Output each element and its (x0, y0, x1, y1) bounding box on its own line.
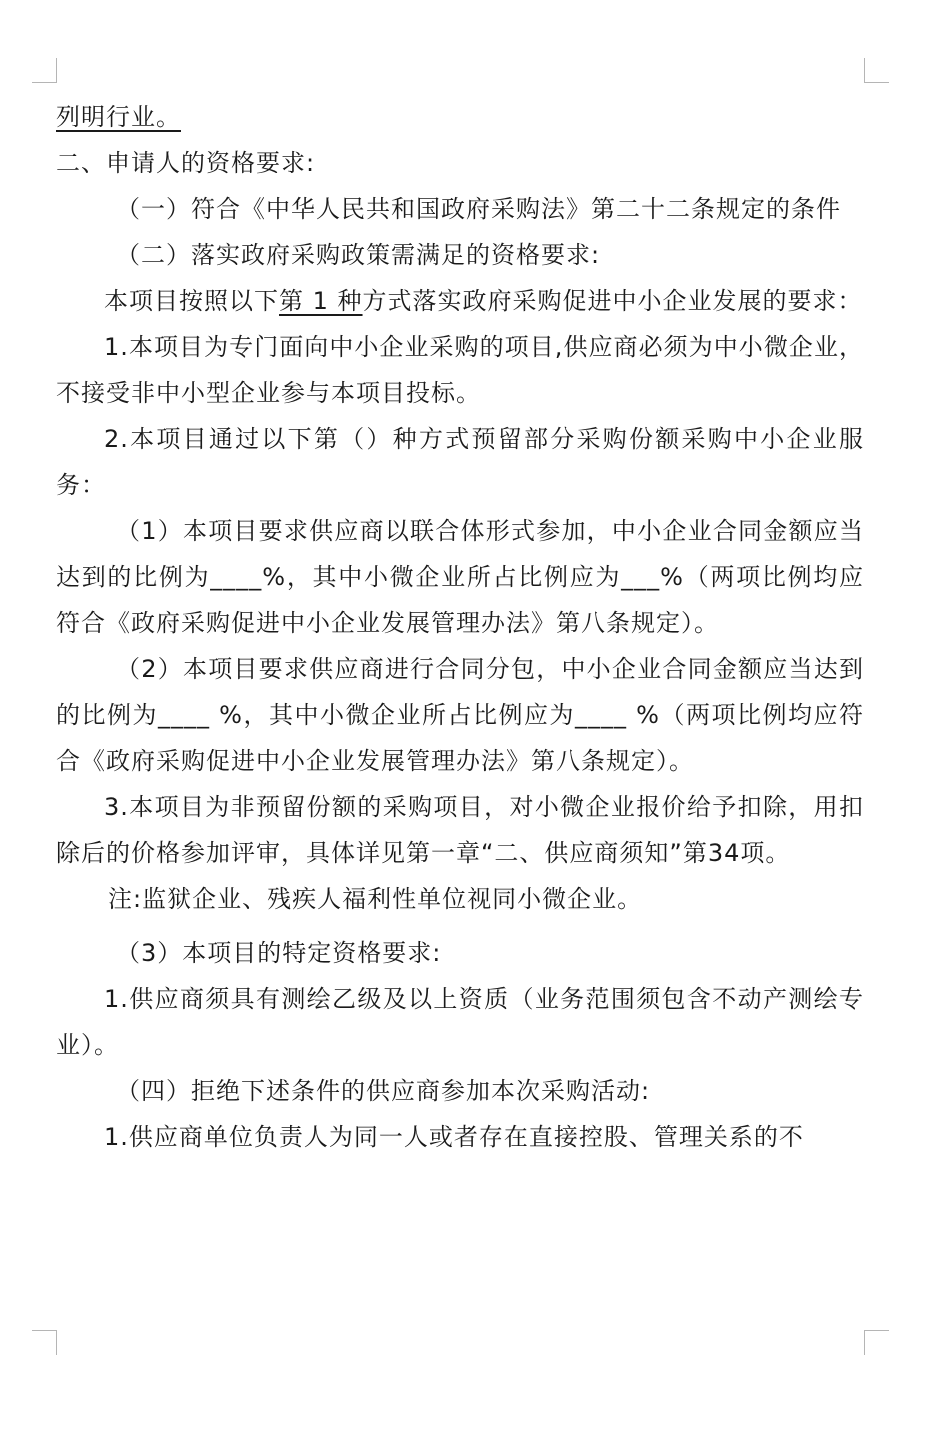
rule-1: 1.本项目为专门面向中小企业采购的项目,供应商必须为中小微企业，不接受非中小型企业参与本项目投标。 (56, 333, 864, 407)
item-3: （3）本项目的特定资格要求: (116, 939, 442, 967)
continuation-line (56, 94, 864, 140)
rule-3: 3.本项目为非预留份额的采购项目，对小微企业报价给予扣除，用扣除后的价格参加评审，具体详见第一章“二、供应商须知”第34项。 (56, 793, 864, 867)
section-heading-2: 二、申请人的资格要求: (56, 149, 316, 177)
item-2: （二）落实政府采购政策需满足的资格要求: (116, 241, 601, 269)
crop-mark-top-right (864, 58, 889, 83)
crop-mark-bottom-left (32, 1330, 57, 1355)
item-4: （四）拒绝下述条件的供应商参加本次采购活动: (116, 1077, 651, 1105)
sub-item-2: （2）本项目要求供应商进行合同分包，中小企业合同金额应当达到的比例为____ %，其中小微企业所占比例应为____ %（两项比例均应符合《政府采购促进中小企业发展管理办法》第八条规定）。 (56, 655, 864, 775)
continuation-text: 列明行业。 (56, 103, 181, 131)
sub-item-1: （1）本项目要求供应商以联合体形式参加，中小企业合同金额应当达到的比例为____%，其中小微企业所占比例应为___%（两项比例均应符合《政府采购促进中小企业发展管理办法》第八条规定）。 (56, 517, 864, 637)
method-prefix: 本项目按照以下 (104, 287, 279, 315)
crop-mark-top-left (32, 58, 57, 83)
rule-2: 2.本项目通过以下第（）种方式预留部分采购份额采购中小企业服务： (56, 425, 864, 499)
note-line: 注:监狱企业、残疾人福利性单位视同小微企业。 (108, 885, 643, 913)
item-1: （一）符合《中华人民共和国政府采购法》第二十二条规定的条件 (116, 195, 841, 223)
crop-mark-bottom-right (864, 1330, 889, 1355)
method-suffix: 方式落实政府采购促进中小企业发展的要求： (362, 287, 863, 315)
special-requirement-1: 1.供应商须具有测绘乙级及以上资质（业务范围须包含不动产测绘专业）。 (56, 985, 864, 1059)
reject-condition-1: 1.供应商单位负责人为同一人或者存在直接控股、管理关系的不 (104, 1123, 804, 1151)
document-body (56, 94, 864, 1160)
method-paragraph (56, 278, 864, 324)
method-number: 第 1 种 (279, 287, 363, 315)
